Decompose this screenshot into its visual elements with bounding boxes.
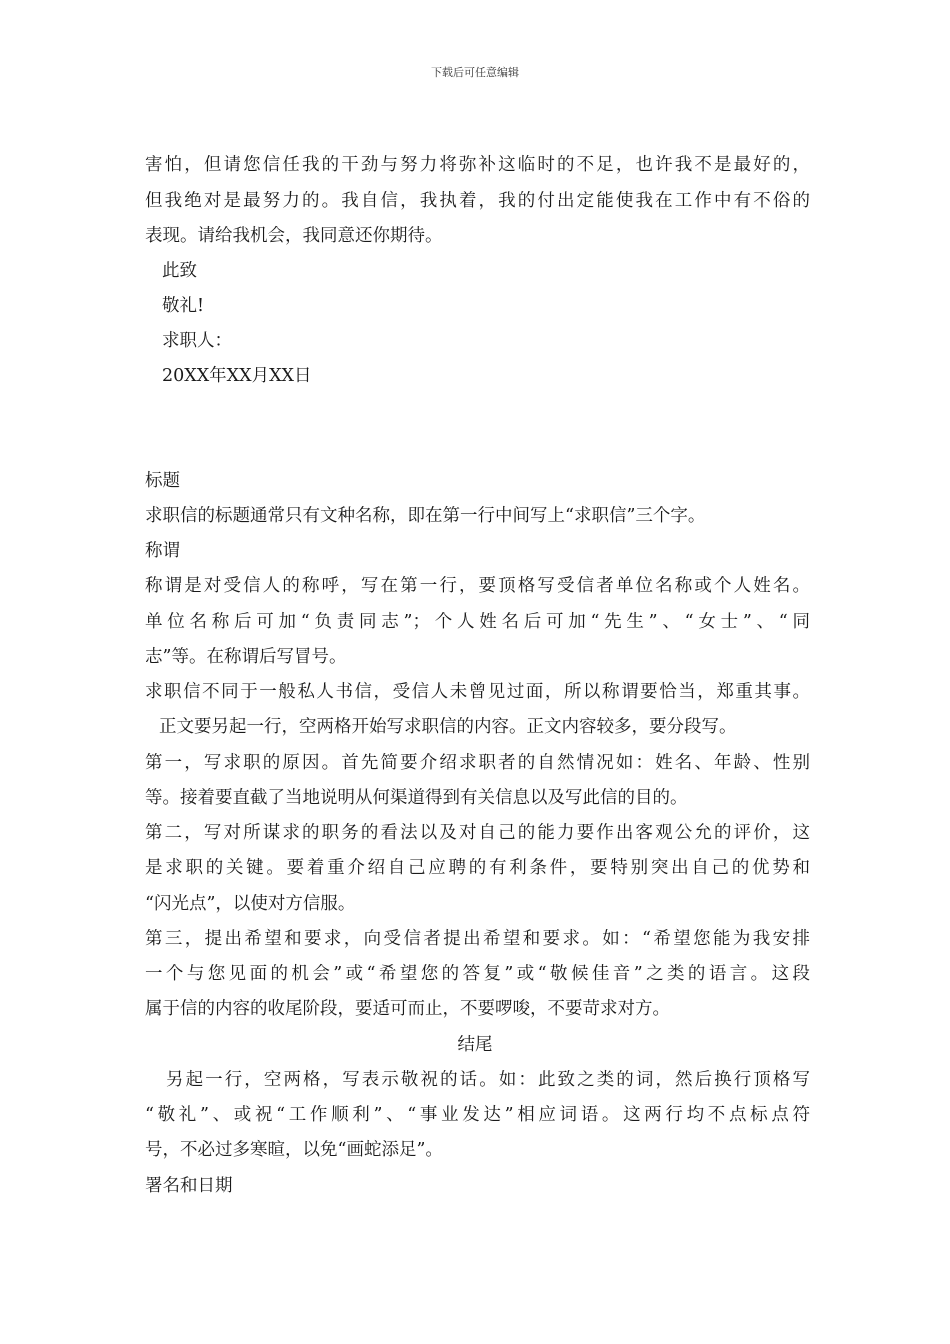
page-header: 下载后可任意编辑: [431, 66, 519, 79]
paragraph-line: 志”等。在称谓后写冒号。: [145, 647, 347, 667]
paragraph-line: 第一，写求职的原因。首先简要介绍求职者的自然情况如：姓名、年龄、性别: [145, 753, 810, 773]
section-heading: 署名和日期: [145, 1176, 233, 1196]
paragraph-line: 一个与您见面的机会”或“希望您的答复”或“敬候佳音”之类的语言。这段: [145, 964, 810, 984]
closing-salutation: 此致: [162, 261, 197, 281]
section-heading: 标题: [145, 471, 180, 491]
signature-label: 求职人：: [162, 331, 232, 351]
paragraph-line: “敬礼”、或祝“工作顺利”、“事业发达”相应词语。这两行均不点标点符: [145, 1105, 810, 1125]
paragraph-line: 号，不必过多寒暄，以免“画蛇添足”。: [145, 1140, 443, 1160]
paragraph-line: 正文要另起一行，空两格开始写求职信的内容。正文内容较多，要分段写。: [159, 717, 737, 737]
paragraph-line: 另起一行，空两格，写表示敬祝的话。如：此致之类的词，然后换行顶格写: [166, 1070, 810, 1090]
paragraph-line: 是求职的关键。要着重介绍自己应聘的有利条件，要特别突出自己的优势和: [145, 858, 810, 878]
paragraph-line: 称谓是对受信人的称呼，写在第一行，要顶格写受信者单位名称或个人姓名。: [145, 576, 810, 596]
section-heading-centered: 结尾: [457, 1035, 493, 1055]
paragraph-line: 求职信不同于一般私人书信，受信人未曾见过面，所以称谓要恰当，郑重其事。: [145, 682, 810, 702]
paragraph-line: 属于信的内容的收尾阶段，要适可而止，不要啰唆，不要苛求对方。: [145, 999, 670, 1019]
paragraph-line: “闪光点”，以使对方信服。: [145, 894, 356, 914]
paragraph-line: 等。接着要直截了当地说明从何渠道得到有关信息以及写此信的目的。: [145, 788, 688, 808]
paragraph-line: 害怕，但请您信任我的干劲与努力将弥补这临时的不足，也许我不是最好的，: [145, 155, 810, 175]
paragraph-line: 第三，提出希望和要求，向受信者提出希望和要求。如：“希望您能为我安排: [145, 929, 810, 949]
section-heading: 称谓: [145, 541, 180, 561]
paragraph-line: 第二，写对所谋求的职务的看法以及对自己的能力要作出客观公允的评价，这: [145, 823, 810, 843]
closing-respect: 敬礼!: [162, 296, 205, 316]
paragraph-line: 求职信的标题通常只有文种名称，即在第一行中间写上“求职信”三个字。: [145, 506, 706, 526]
paragraph-line: 但我绝对是最努力的。我自信，我执着，我的付出定能使我在工作中有不俗的: [145, 191, 810, 211]
paragraph-line: 表现。请给我机会，我同意还你期待。: [145, 226, 443, 246]
paragraph-line: 单位名称后可加“负责同志”；个人姓名后可加“先生”、“女士”、“同: [145, 612, 810, 632]
letter-date: 20XX年XX月XX日: [162, 366, 312, 386]
